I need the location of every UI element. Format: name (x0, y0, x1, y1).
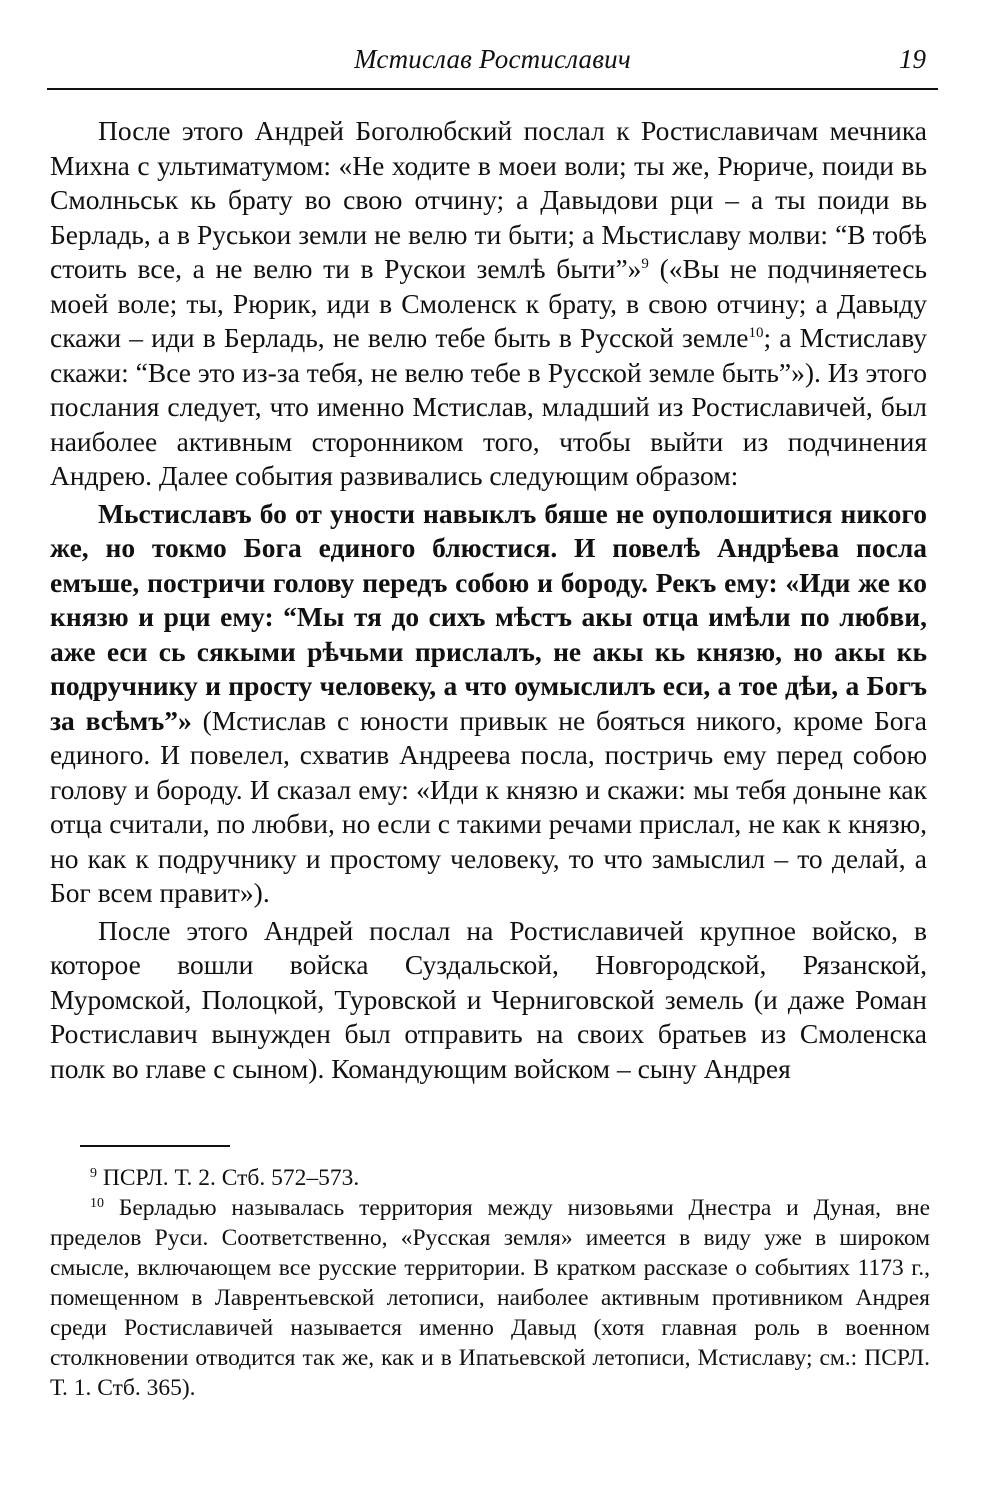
paragraph-3: После этого Андрей послал на Ростиславичей крупное войско, в которое вошли войска Суздальской, Новгородской, Рязанской, Муромской, Полоцкой, Туровской и Черниговской земель (и даже Роман Ростиславич вынужден был отправить на своих братьев из Смоленска полк во главе с сыном). Командующим войском – сыну Андрея (50, 914, 927, 1084)
page-number: 19 (899, 44, 926, 74)
paragraph-1-text-a: После этого Андрей Боголюбский послал к Ростиславичам мечника Михна с ультиматумом: «Не ходите в моеи воли; ты же, Рюриче, поиди вь Смолньськ кь брату во свою отчину; а Давыдови рци – а ты поиди вь Берладь, а в Руськои земли не велю ти быти; а Мьстиславу молви: “В тобѣ стоить все, а не велю ти в Рускои землѣ быти”» (50, 115, 927, 284)
footnote-number: 9 (90, 1166, 97, 1181)
paragraph-1-text-c: ; а Мстиславу скажи: “Все это из-за тебя, не велю тебе в Русской земле быть”»). Из этого послания следует, что именно Мстислав, младший из Ростиславичей, был наиболее активным сторонником того, чтобы выйти из подчинения Андрею. Далее события развивались следующим образом: (50, 322, 927, 491)
footnote-separator (80, 1145, 230, 1147)
footnote-text: ПСРЛ. Т. 2. Стб. 572–573. (97, 1165, 360, 1191)
running-header (47, 36, 938, 90)
main-text (50, 114, 927, 1086)
paragraph-2 (50, 497, 927, 911)
footnote-text: Берладью называлась территория между низовьями Днестра и Дуная, вне пределов Руси. Соответственно, «Русская земля» имеется в виду уже в широком смысле, включающем все русские территории. В кратком рассказе о событиях 1173 г., помещенном в Лаврентьевской летописи, наиболее активным противником Андрея среди Ростиславичей называется именно Давыд (хотя главная роль в военном столкновении отводится так же, как и в Ипатьевской летописи, Мстиславу; см.: ПСРЛ. Т. 1. Стб. 365). (50, 1195, 930, 1401)
footnote-ref-9: 9 (641, 256, 649, 272)
footnote-ref-10: 10 (748, 325, 764, 341)
chronicle-quote: Мьстиславъ бо от уности навыклъ бяше не оуполошитися никого же, но токмо Бога единого блюстися. И повелѣ Андрѣева посла емъше, постричи голову передъ собою и бороду. Рекъ ему: «Иди же ко князю и рци ему: “Мы тя до сихъ мѣстъ акы отца имѣли по любви, аже еси сь сякыми рѣчьми прислалъ, не акы кь князю, но акы кь подручнику и просту человеку, а что оумыслилъ еси, а тое дѣи, а Богъ за всѣмъ”» (50, 497, 927, 736)
footnote-number: 10 (90, 1196, 104, 1211)
footnotes (50, 1163, 930, 1403)
paragraph-1-text-b: («Вы не подчиняетесь моей воле; ты, Рюрик, иди в Смоленск к брату, в свою отчину; а Давыду скажи – иди в Берладь, не велю тебе быть в Русской земле (50, 253, 928, 353)
chronicle-translation: (Мстислав с юности привык не бояться никого, кроме Бога единого. И повелел, схватив Андреева посла, постричь ему перед собою голову и бороду. И сказал ему: «Иди к князю и скажи: мы тебя доныне как отца считали, по любви, но если с такими речами прислал, не как к князю, но как к подручнику и простому человеку, то что замыслил – то делай, а Бог всем правит»). (50, 704, 927, 908)
paragraph-1 (50, 114, 927, 494)
footnote-9 (50, 1163, 930, 1193)
footnote-10 (50, 1193, 930, 1403)
running-title: Мстислав Ростиславич (354, 44, 631, 74)
